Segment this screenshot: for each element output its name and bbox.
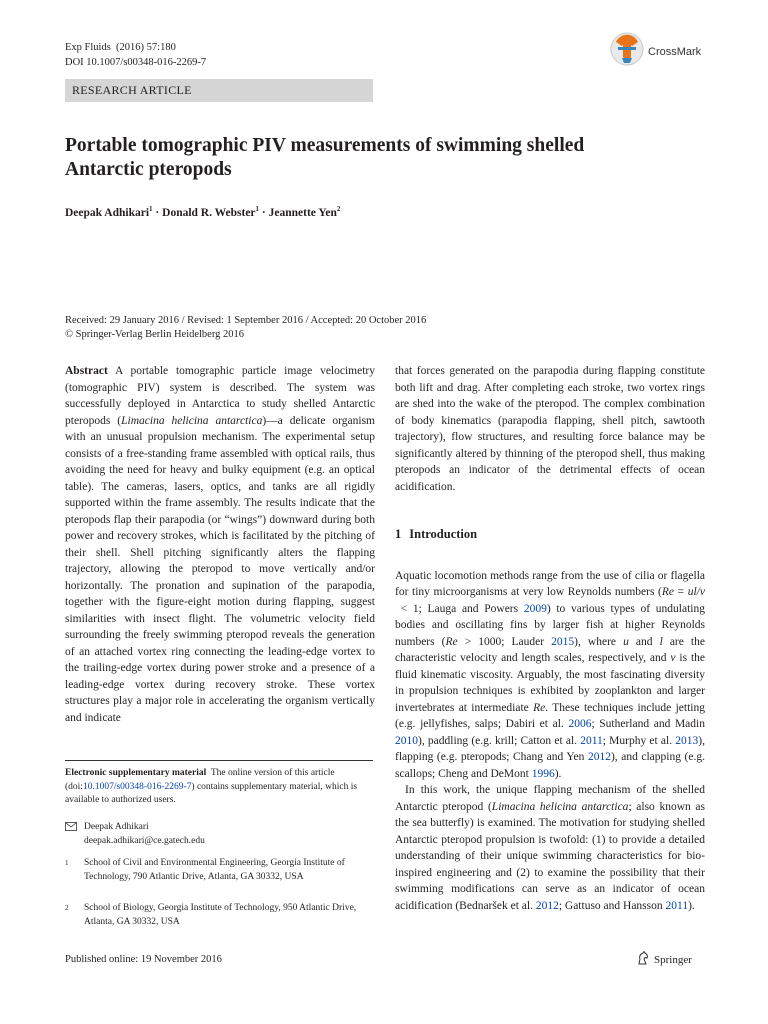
citation-link[interactable]: 2009 (523, 602, 547, 615)
copyright-line: © Springer-Verlag Berlin Heidelberg 2016 (65, 329, 245, 340)
abstract-label: Abstract (65, 365, 108, 377)
species-name: Limacina helicina antarctica (491, 800, 629, 813)
publisher-mark (636, 951, 692, 968)
doi-link[interactable]: 10.1007/s00348-016-2269-7 (82, 781, 192, 792)
author-affiliation-mark: 1 (149, 205, 153, 213)
supplementary-material-note: Electronic supplementary material The online version of this article (doi:10.1007/s00348-016-2269-7) contains supplementary material, which is available to authorized users. (65, 768, 358, 805)
journal-header (65, 40, 206, 70)
author-name: Jeannette Yen (268, 206, 337, 219)
citation-link[interactable]: 2011 (665, 899, 689, 912)
author-name: Deepak Adhikari (65, 206, 150, 219)
intro-paragraph-2: In this work, the unique flapping mechanism of the shelled Antarctic pteropod (Limacina helicina antarctica; also known as the sea butterfly) is examined. The motivation for studying shelled Antarctic pteropod propulsion is twofold: (1) to provide a detailed understanding of their unique swimming characteristics for bio-inspired engineering and (2) to examine the possibility that their swimming modifications can serve as an indicator of ocean acidification (Bednaršek et al. 2012; Gattuso and Hansson 2011). (395, 784, 705, 912)
section-heading-introduction (395, 526, 705, 543)
affiliation-number: 2 (65, 904, 69, 912)
right-column (395, 363, 705, 914)
affiliation-number: 1 (65, 859, 69, 867)
author-list (65, 205, 340, 219)
footnote-divider (65, 760, 373, 761)
esm-label: Electronic supplementary material (65, 768, 207, 778)
article-history (65, 314, 426, 342)
article-type-banner: RESEARCH ARTICLE (65, 79, 373, 102)
title-line-1: Portable tomographic PIV measurements of swimming shelled (65, 135, 585, 156)
citation-link[interactable]: 1996 (531, 767, 555, 780)
author-name: Donald R. Webster (162, 206, 256, 219)
abstract-text: Abstract A portable tomographic particle image velocimetry (tomographic PIV) system is described. The system was successfully deployed in Antarctica to study shelled Antarctic pteropods (Limacina helicina antarctica)—a delicate organism with an unusual propulsion mechanism. The experimental setup consists of a free-standing frame assembled with optical rails, thus avoiding the need for heavy and bulky equipment (e.g. an optical table). The cameras, lasers, optics, and tanks are all rigidly supported within the frame assembly. The results indicate that the pteropods flap their parapodia (or “wings”) downward during both power and recovery strokes, which is facilitated by the pitching of their shell. Shell pitching significantly alters the flapping trajectory, allowing the pteropod to move vertically and/or horizontally. The pronation and supination of the parapodia, together with the figure-eight motion during flapping, suggest similarities with insect flight. The volumetric velocity field surrounding the freely swimming pteropod reveals the generation of an attached vortex ring connecting the leading-edge vortex to the trailing-edge vortex during power stroke and a presence of a leading-edge vortex during recovery stroke. These vortex structures play a major role in accelerating the organism vertically and indicate (65, 365, 375, 724)
section-title: Introduction (409, 527, 478, 541)
title-line-2: Antarctic pteropods (65, 159, 232, 180)
published-online-date: Published online: 19 November 2016 (65, 954, 222, 965)
affiliation-text: School of Civil and Environmental Engineering, Georgia Institute of Technology, 790 Atlantic Drive, Atlanta, GA 30332, USA (84, 858, 345, 882)
envelope-icon (65, 822, 77, 837)
corresponding-author-email[interactable]: deepak.adhikari@ce.gatech.edu (84, 835, 205, 846)
abstract-column (65, 363, 375, 726)
crossmark-label: CrossMark (648, 45, 702, 58)
crossmark-badge[interactable] (610, 32, 701, 71)
article-doi: DOI 10.1007/s00348-016-2269-7 (65, 57, 207, 68)
citation-link[interactable]: 2011 (580, 734, 603, 747)
citation-link[interactable]: 2010 (395, 734, 418, 747)
citation-link[interactable]: 2012 (587, 751, 611, 763)
publisher-name: Springer (654, 953, 692, 966)
article-title (65, 134, 705, 182)
citation-link[interactable]: 2013 (675, 734, 699, 747)
citation-link[interactable]: 2015 (551, 635, 575, 648)
abstract-continued: that forces generated on the parapodia during flapping constitute both lift and drag. After completing each stroke, two vortex rings are shed into the wake of the pteropod. The complex combination of body kinematics (parapodia flapping, shell pitch, sawtooth trajectory), flow structures, and resulting force balance may be significantly altered by thinning of the pteropod shell, thus making pteropods an indicator of the detrimental effects of ocean acidification. (395, 365, 705, 493)
affiliation-1 (65, 857, 373, 884)
author-affiliation-mark: 2 (336, 205, 341, 213)
affiliation-text: School of Biology, Georgia Institute of Technology, 950 Atlantic Drive, Atlanta, GA 30332, USA (84, 903, 357, 927)
author-separator: · (259, 206, 269, 219)
citation-link[interactable]: 2012 (535, 899, 559, 912)
crossmark-icon (610, 32, 644, 71)
journal-citation: Exp Fluids (2016) 57:180 (65, 42, 176, 53)
citation-link[interactable]: 2006 (568, 718, 592, 730)
author-separator: · (152, 206, 163, 219)
corresponding-author-name: Deepak Adhikari (84, 822, 149, 832)
springer-horse-icon (636, 951, 650, 968)
affiliation-2 (65, 902, 373, 929)
section-number: 1 (395, 527, 402, 541)
received-revised-accepted: Received: 29 January 2016 / Revised: 1 September 2016 / Accepted: 20 October 2016 (65, 315, 427, 326)
corresponding-author (65, 821, 373, 848)
species-name: Limacina helicina antarctica (121, 414, 263, 427)
intro-paragraph-1: Aquatic locomotion methods range from the use of cilia or flagella for tiny microorganisms at very low Reynolds numbers (Re = ul/ν < 1; Lauga and Powers 2009) to various types of undulating bodies and oscillating fins by larger fish at higher Reynolds numbers (Re > 1000; Lauder 2015), where u and l are the characteristic velocity and length scales, respectively, and ν is the fluid kinematic viscosity. Arguably, the most fascinating diversity in propulsion techniques is exhibited by zooplankton and larger invertebrates at intermediate Re. These techniques include jetting (e.g. jellyfishes, salps; Dabiri et al. 2006; Sutherland and Madin 2010), paddling (e.g. krill; Catton et al. 2011; Murphy et al. 2013), flapping (e.g. pteropods; Chang and Yen 2012), and clapping (e.g. scallops; Cheng and DeMont 1996). (395, 569, 705, 780)
author-affiliation-mark: 1 (255, 205, 260, 213)
